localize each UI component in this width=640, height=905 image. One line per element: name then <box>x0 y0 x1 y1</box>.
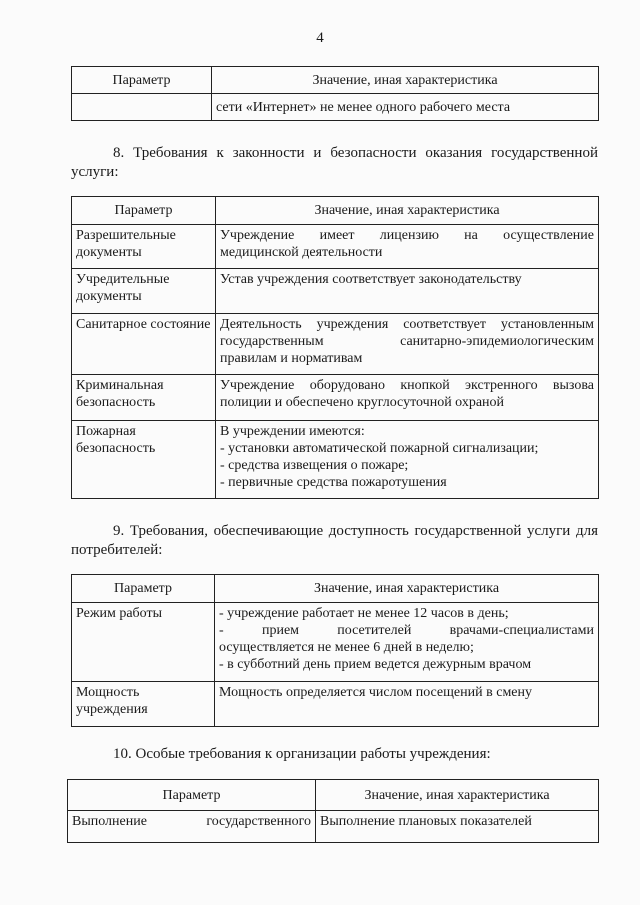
cell-value <box>216 375 599 421</box>
section-8-heading-line1: 8. Требования к законности и безопасности оказания государственной <box>113 145 598 161</box>
cell-value-line: правилам и нормативам <box>220 351 363 366</box>
table-continuation <box>71 66 599 121</box>
cell-value-line: полиции и обеспечено круглосуточной охраной <box>220 395 505 410</box>
cell-parameter: Криминальная безопасность <box>72 375 216 421</box>
table-row <box>72 421 599 499</box>
cell-value <box>216 225 599 269</box>
cell-parameter: Режим работы <box>72 603 215 682</box>
section-8-heading-line2: услуги: <box>71 164 119 180</box>
cell-value-line: Учреждение оборудовано кнопкой экстренного вызова <box>220 378 594 393</box>
table-row <box>72 375 599 421</box>
cell-value-line: - первичные средства пожаротушения <box>220 475 447 490</box>
table-header-row <box>68 780 599 811</box>
cell-value-line: - средства извещения о пожаре; <box>220 458 409 473</box>
cell-value-line: Мощность определяется числом посещений в смену <box>219 685 533 700</box>
cell-value <box>215 682 599 727</box>
header-value: Значение, иная характеристика <box>215 575 599 603</box>
cell-parameter: Пожарная безопасность <box>72 421 216 499</box>
header-value: Значение, иная характеристика <box>216 197 599 225</box>
cell-value <box>216 421 599 499</box>
table-section-9 <box>71 574 599 727</box>
cell-value <box>216 314 599 375</box>
header-parameter: Параметр <box>72 197 216 225</box>
cell-value-line: медицинской деятельности <box>220 245 383 260</box>
table-section-10 <box>67 779 599 843</box>
table-row <box>72 225 599 269</box>
cell-value <box>215 603 599 682</box>
cell-value-line: осуществляется не менее 6 дней в неделю; <box>219 640 474 655</box>
cell-parameter: Санитарное состояние <box>72 314 216 375</box>
cell-value-line: Устав учреждения соответствует законодательству <box>220 272 522 287</box>
cell-parameter-text: Выполнение государственного <box>72 814 311 829</box>
section-9-heading-line2: потребителей: <box>71 542 163 558</box>
cell-value: сети «Интернет» не менее одного рабочего места <box>212 94 599 121</box>
page-number: 4 <box>316 30 324 46</box>
cell-value-line: В учреждении имеются: <box>220 424 365 439</box>
cell-value <box>216 269 599 314</box>
section-9-heading <box>71 522 598 560</box>
cell-value-line: - учреждение работает не менее 12 часов в день; <box>219 606 509 621</box>
cell-parameter: Учредительные документы <box>72 269 216 314</box>
cell-value-line: Учреждение имеет лицензию на осуществление <box>220 228 594 243</box>
table-header-row <box>72 197 599 225</box>
cell-value-line: - в субботний день прием ведется дежурным врачом <box>219 657 532 672</box>
table-section-8 <box>71 196 599 499</box>
section-10-heading <box>113 745 598 764</box>
table-row <box>72 603 599 682</box>
table-header-row <box>72 67 599 94</box>
cell-parameter: Разрешительные документы <box>72 225 216 269</box>
cell-value-line: - прием посетителей врачами-специалистами <box>219 623 594 638</box>
header-parameter: Параметр <box>68 780 316 811</box>
section-10-heading-line1: 10. Особые требования к организации работы учреждения: <box>113 746 491 762</box>
table-row <box>72 314 599 375</box>
cell-value-line: государственным санитарно-эпидемиологическим <box>220 334 594 349</box>
table-header-row <box>72 575 599 603</box>
cell-parameter: Мощность учреждения <box>72 682 215 727</box>
cell-value-line: Деятельность учреждения соответствует установленным <box>220 317 594 332</box>
section-8-heading <box>71 144 598 182</box>
section-9-heading-line1: 9. Требования, обеспечивающие доступность государственной услуги для <box>113 523 598 539</box>
table-row <box>72 269 599 314</box>
header-parameter: Параметр <box>72 67 212 94</box>
header-parameter: Параметр <box>72 575 215 603</box>
table-row <box>72 94 599 121</box>
table-row <box>72 682 599 727</box>
table-row <box>68 811 599 843</box>
header-value: Значение, иная характеристика <box>316 780 599 811</box>
cell-value-line: - установки автоматической пожарной сигнализации; <box>220 441 539 456</box>
header-value: Значение, иная характеристика <box>212 67 599 94</box>
cell-parameter <box>68 811 316 843</box>
cell-parameter <box>72 94 212 121</box>
cell-value: Выполнение плановых показателей <box>316 811 599 843</box>
